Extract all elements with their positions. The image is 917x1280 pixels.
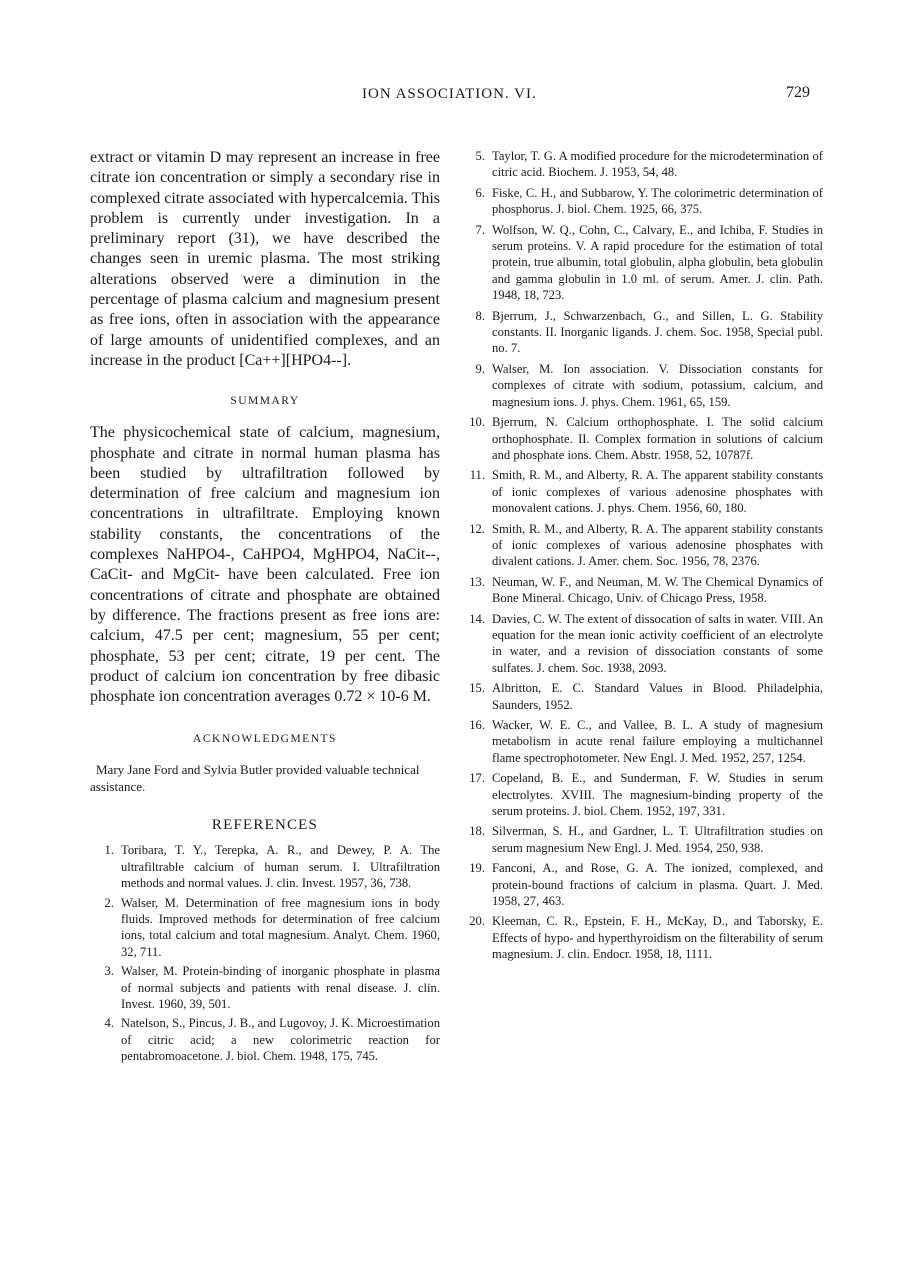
reference-item <box>90 963 440 1012</box>
reference-text: Toribara, T. Y., Terepka, A. R., and Dewey, P. A. The ultrafiltrable calcium of human serum. I. Ultrafiltration methods and normal values. J. clin. Invest. 1957, 36, 738. <box>121 843 440 891</box>
reference-number: 9. <box>475 361 485 376</box>
summary-paragraph: The physicochemical state of calcium, magnesium, phosphate and citrate in normal human plasma has been studied by ultrafiltration followed by determination of free calcium and magnesium ion concentrations in ultrafiltrate. Employing known stability constants, the concentrations of the complexes NaHPO4-, CaHPO4, MgHPO4, NaCit--, CaCit- and MgCit- have been calculated. Free ion concentrations of citrate and phosphate are obtained by difference. The fractions present as free ions are: calcium, 47.5 per cent; magnesium, 55 per cent; phosphate, 53 per cent; citrate, 19 per cent. The product of calcium ion concentration by free dibasic phosphate ion concentration averages 0.72 × 10-6 M. <box>90 424 440 706</box>
reference-list-left <box>90 842 440 1064</box>
reference-text: Fanconi, A., and Rose, G. A. The ionized, complexed, and protein-bound fractions of calcium in plasma. Quart. J. Med. 1958, 27, 463. <box>492 861 823 909</box>
references-heading: REFERENCES <box>211 817 319 834</box>
reference-text: Taylor, T. G. A modified procedure for the microdetermination of citric acid. Biochem. J. 1953, 54, 48. <box>492 149 823 180</box>
reference-number: 10. <box>469 415 485 430</box>
reference-item <box>463 717 823 766</box>
running-title: ION ASSOCIATION. VI. <box>362 86 537 102</box>
reference-number: 19. <box>469 861 485 876</box>
reference-number: 7. <box>475 222 485 237</box>
reference-item <box>463 467 823 516</box>
reference-number: 2. <box>104 895 114 910</box>
reference-text: Walser, M. Ion association. V. Dissociation constants for complexes of citrate with sodium, potassium, calcium, and magnesium ions. J. phys. Chem. 1961, 65, 159. <box>492 361 823 409</box>
reference-number: 20. <box>469 914 485 929</box>
reference-text: Bjerrum, N. Calcium orthophosphate. I. The solid calcium orthophosphate. II. Complex formation in solutions of calcium and phosphate ions. Chem. Abstr. 1958, 52, 10787f. <box>492 415 823 462</box>
reference-item <box>463 860 823 909</box>
reference-text: Neuman, W. F., and Neuman, M. W. The Chemical Dynamics of Bone Mineral. Chicago, Univ. of Chicago Press, 1958. <box>492 574 823 606</box>
reference-text: Silverman, S. H., and Gardner, L. T. Ultrafiltration studies on serum magnesium New Engl. J. Med. 1954, 250, 938. <box>492 824 823 855</box>
left-column <box>90 148 440 1065</box>
reference-text: Smith, R. M., and Alberty, R. A. The apparent stability constants of ionic complexes of various adenosine phosphates with monovalent cations. J. phys. Chem. 1956, 60, 180. <box>492 468 823 516</box>
reference-number: 6. <box>475 185 485 200</box>
reference-text: Walser, M. Determination of free magnesium ions in body fluids. Improved methods for determination of free calcium ions, total calcium and total magnesium. Analyt. Chem. 1960, 32, 711. <box>121 895 440 959</box>
reference-text: Smith, R. M., and Alberty, R. A. The apparent stability constants of ionic complexes of various adenosine phosphates with divalent cations. J. Amer. chem. Soc. 1956, 78, 2376. <box>492 521 823 569</box>
running-header <box>0 86 917 110</box>
reference-number: 17. <box>469 771 485 786</box>
reference-item <box>463 222 823 304</box>
reference-item <box>90 895 440 961</box>
right-column <box>463 148 823 963</box>
intro-paragraph: extract or vitamin D may represent an increase in free citrate ion concentration or simply a secondary rise in complexed citrate associated with hypercalcemia. This problem is currently under investigation. In a preliminary report (31), we have described the changes seen in uremic plasma. The most striking alterations observed were a diminution in the percentage of plasma calcium and magnesium present as free ions, often in association with the appearance of large amounts of unidentified complexes, and an increase in the product [Ca++][HPO4--]. <box>90 149 440 369</box>
reference-text: Wolfson, W. Q., Cohn, C., Calvary, E., and Ichiba, F. Studies in serum proteins. V. A rapid procedure for the estimation of total protein, true albumin, total globulin, alpha globulin, beta globulin and gamma globulin in 1.0 ml. of serum. Amer. J. clin. Path. 1948, 18, 723. <box>492 222 823 303</box>
reference-item <box>463 680 823 713</box>
reference-number: 15. <box>469 681 485 696</box>
reference-item <box>463 361 823 410</box>
reference-list-right <box>463 148 823 963</box>
reference-number: 5. <box>475 149 485 163</box>
acknowledgments-text: Mary Jane Ford and Sylvia Butler provided valuable technical assistance. <box>90 762 420 795</box>
reference-number: 3. <box>104 964 114 979</box>
reference-number: 4. <box>104 1016 114 1031</box>
reference-item <box>463 148 823 181</box>
summary-heading: SUMMARY <box>230 395 300 408</box>
reference-item <box>463 611 823 677</box>
reference-item <box>463 823 823 856</box>
reference-item <box>463 414 823 463</box>
reference-text: Wacker, W. E. C., and Vallee, B. L. A study of magnesium metabolism in acute renal failure employing a multichannel flame spectrophotometer. New Engl. J. Med. 1952, 257, 1254. <box>492 718 823 765</box>
reference-item <box>463 185 823 218</box>
page-number: 729 <box>786 84 810 101</box>
reference-number: 14. <box>469 611 485 626</box>
reference-number: 18. <box>469 824 485 839</box>
reference-number: 12. <box>469 521 485 536</box>
reference-text: Fiske, C. H., and Subbarow, Y. The colorimetric determination of phosphorus. J. biol. Chem. 1925, 66, 375. <box>492 185 823 217</box>
reference-item <box>463 574 823 607</box>
reference-text: Natelson, S., Pincus, J. B., and Lugovoy, J. K. Microestimation of citric acid; a new colorimetric reaction for pentabromoacetone. J. biol. Chem. 1948, 175, 745. <box>121 1016 440 1064</box>
reference-item <box>463 521 823 570</box>
reference-item <box>90 842 440 891</box>
reference-text: Bjerrum, J., Schwarzenbach, G., and Sillen, L. G. Stability constants. II. Inorganic ligands. J. chem. Soc. 1958, Special publ. no. 7. <box>492 308 823 356</box>
reference-number: 16. <box>469 718 485 732</box>
reference-text: Copeland, B. E., and Sunderman, F. W. Studies in serum electrolytes. XVIII. The magnesium-binding property of the serum proteins. J. biol. Chem. 1952, 197, 331. <box>492 771 823 819</box>
reference-item <box>90 1015 440 1064</box>
reference-item <box>463 770 823 819</box>
reference-number: 11. <box>469 468 485 483</box>
acknowledgments-heading: ACKNOWLEDGMENTS <box>193 733 337 746</box>
reference-text: Walser, M. Protein-binding of inorganic phosphate in plasma of normal subjects and patients with renal disease. J. clin. Invest. 1960, 39, 501. <box>121 964 440 1012</box>
reference-number: 1. <box>104 843 114 858</box>
reference-text: Davies, C. W. The extent of dissocation of salts in water. VIII. An equation for the mean ionic activity coefficient of an electrolyte in water, and a revision of dissociation constants of some sulfates. J. chem. Soc. 1938, 2093. <box>492 611 823 675</box>
reference-number: 13. <box>469 574 485 589</box>
reference-text: Albritton, E. C. Standard Values in Blood. Philadelphia, Saunders, 1952. <box>492 681 823 712</box>
reference-number: 8. <box>475 308 485 323</box>
reference-item <box>463 308 823 357</box>
reference-item <box>463 913 823 962</box>
reference-text: Kleeman, C. R., Epstein, F. H., McKay, D., and Taborsky, E. Effects of hypo- and hyperthyroidism on the filterability of serum magnesium. J. clin. Endocr. 1958, 18, 1111. <box>492 914 823 962</box>
